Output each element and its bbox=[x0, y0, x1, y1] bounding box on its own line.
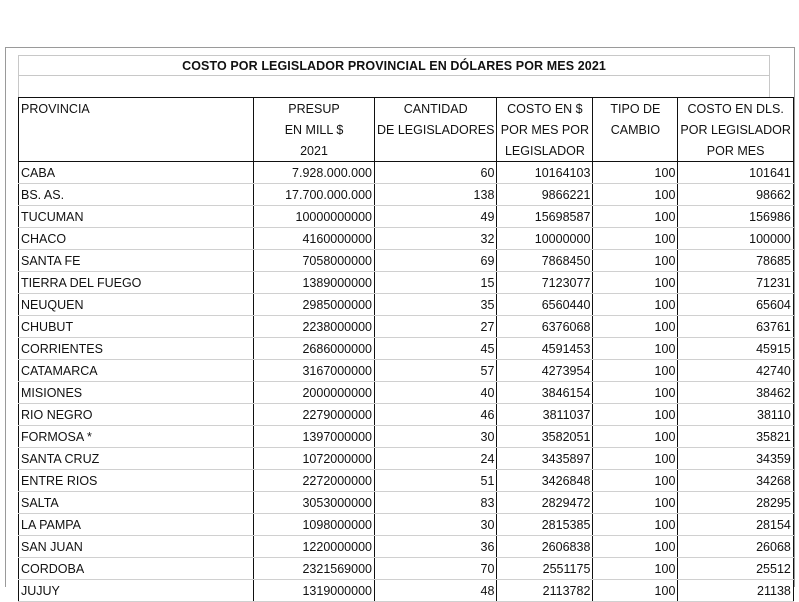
cell-presup: 1319000000 bbox=[254, 580, 375, 602]
header-provincia bbox=[19, 119, 254, 140]
cell-costo-pesos: 10000000 bbox=[497, 228, 593, 250]
cell-tipo-cambio: 100 bbox=[593, 360, 678, 382]
cell-costo-dls: 100000 bbox=[678, 228, 793, 250]
header-presup: EN MILL $ bbox=[254, 119, 375, 140]
cell-provincia: TUCUMAN bbox=[19, 206, 254, 228]
header-costo-pesos: COSTO EN $ bbox=[497, 98, 593, 120]
cell-cantidad: 27 bbox=[375, 316, 497, 338]
table-row bbox=[19, 316, 794, 338]
cell-provincia: SANTA CRUZ bbox=[19, 448, 254, 470]
table-row bbox=[19, 404, 794, 426]
table-row bbox=[19, 492, 794, 514]
header-costo-dls: POR MES bbox=[678, 140, 793, 162]
cell-costo-dls: 35821 bbox=[678, 426, 793, 448]
cell-provincia: CHACO bbox=[19, 228, 254, 250]
cell-tipo-cambio: 100 bbox=[593, 338, 678, 360]
cell-costo-pesos: 2606838 bbox=[497, 536, 593, 558]
cell-tipo-cambio: 100 bbox=[593, 404, 678, 426]
cell-provincia: CABA bbox=[19, 162, 254, 184]
cell-costo-pesos: 4591453 bbox=[497, 338, 593, 360]
cell-provincia: CORDOBA bbox=[19, 558, 254, 580]
cell-costo-dls: 101641 bbox=[678, 162, 793, 184]
cell-presup: 3053000000 bbox=[254, 492, 375, 514]
cell-tipo-cambio: 100 bbox=[593, 184, 678, 206]
cell-tipo-cambio: 100 bbox=[593, 470, 678, 492]
cell-cantidad: 57 bbox=[375, 360, 497, 382]
table-row bbox=[19, 184, 794, 206]
cell-presup: 1072000000 bbox=[254, 448, 375, 470]
cell-tipo-cambio: 100 bbox=[593, 514, 678, 536]
cell-costo-pesos: 10164103 bbox=[497, 162, 593, 184]
cell-costo-dls: 156986 bbox=[678, 206, 793, 228]
table-row bbox=[19, 360, 794, 382]
cell-tipo-cambio: 100 bbox=[593, 272, 678, 294]
cell-tipo-cambio: 100 bbox=[593, 492, 678, 514]
table-row bbox=[19, 580, 794, 602]
spacer-row bbox=[18, 76, 770, 97]
cell-costo-pesos: 3426848 bbox=[497, 470, 593, 492]
header-tipo-cambio: CAMBIO bbox=[593, 119, 678, 140]
table-row bbox=[19, 228, 794, 250]
cell-provincia: CATAMARCA bbox=[19, 360, 254, 382]
cell-presup: 1098000000 bbox=[254, 514, 375, 536]
header-costo-dls: COSTO EN DLS. bbox=[678, 98, 793, 120]
cell-costo-dls: 38462 bbox=[678, 382, 793, 404]
cell-tipo-cambio: 100 bbox=[593, 250, 678, 272]
cell-tipo-cambio: 100 bbox=[593, 558, 678, 580]
cell-provincia: CORRIENTES bbox=[19, 338, 254, 360]
cell-costo-dls: 28154 bbox=[678, 514, 793, 536]
cell-provincia: SALTA bbox=[19, 492, 254, 514]
cell-provincia: JUJUY bbox=[19, 580, 254, 602]
cell-presup: 2000000000 bbox=[254, 382, 375, 404]
cell-costo-dls: 71231 bbox=[678, 272, 793, 294]
cell-costo-dls: 45915 bbox=[678, 338, 793, 360]
cell-cantidad: 46 bbox=[375, 404, 497, 426]
table-row bbox=[19, 426, 794, 448]
cell-costo-pesos: 2829472 bbox=[497, 492, 593, 514]
header-provincia bbox=[19, 140, 254, 162]
cell-cantidad: 60 bbox=[375, 162, 497, 184]
cell-cantidad: 24 bbox=[375, 448, 497, 470]
cell-presup: 2238000000 bbox=[254, 316, 375, 338]
cell-provincia: SAN JUAN bbox=[19, 536, 254, 558]
cell-costo-dls: 34359 bbox=[678, 448, 793, 470]
header-tipo-cambio: TIPO DE bbox=[593, 98, 678, 120]
cell-costo-dls: 98662 bbox=[678, 184, 793, 206]
cell-presup: 7.928.000.000 bbox=[254, 162, 375, 184]
cell-cantidad: 15 bbox=[375, 272, 497, 294]
cell-costo-pesos: 3811037 bbox=[497, 404, 593, 426]
cell-costo-pesos: 3846154 bbox=[497, 382, 593, 404]
table-row bbox=[19, 470, 794, 492]
cell-tipo-cambio: 100 bbox=[593, 426, 678, 448]
table-row bbox=[19, 382, 794, 404]
cell-cantidad: 83 bbox=[375, 492, 497, 514]
cell-provincia: LA PAMPA bbox=[19, 514, 254, 536]
cell-costo-dls: 78685 bbox=[678, 250, 793, 272]
cell-costo-pesos: 7123077 bbox=[497, 272, 593, 294]
cell-costo-dls: 42740 bbox=[678, 360, 793, 382]
header-presup: PRESUP bbox=[254, 98, 375, 120]
cell-tipo-cambio: 100 bbox=[593, 580, 678, 602]
table-row bbox=[19, 514, 794, 536]
cell-presup: 1397000000 bbox=[254, 426, 375, 448]
cell-costo-pesos: 7868450 bbox=[497, 250, 593, 272]
cell-costo-pesos: 2551175 bbox=[497, 558, 593, 580]
cell-provincia: FORMOSA * bbox=[19, 426, 254, 448]
cell-presup: 2279000000 bbox=[254, 404, 375, 426]
cell-tipo-cambio: 100 bbox=[593, 294, 678, 316]
cell-provincia: BS. AS. bbox=[19, 184, 254, 206]
cell-cantidad: 35 bbox=[375, 294, 497, 316]
cell-presup: 3167000000 bbox=[254, 360, 375, 382]
cell-costo-dls: 28295 bbox=[678, 492, 793, 514]
cell-presup: 2686000000 bbox=[254, 338, 375, 360]
cell-costo-pesos: 6560440 bbox=[497, 294, 593, 316]
table-row bbox=[19, 250, 794, 272]
table-row bbox=[19, 536, 794, 558]
table-row bbox=[19, 206, 794, 228]
cell-provincia: CHUBUT bbox=[19, 316, 254, 338]
cell-tipo-cambio: 100 bbox=[593, 162, 678, 184]
header-cantidad: DE LEGISLADORES bbox=[375, 119, 497, 140]
cell-presup: 10000000000 bbox=[254, 206, 375, 228]
table-row bbox=[19, 338, 794, 360]
cell-costo-pesos: 2113782 bbox=[497, 580, 593, 602]
cell-cantidad: 45 bbox=[375, 338, 497, 360]
cell-cantidad: 49 bbox=[375, 206, 497, 228]
cell-costo-pesos: 6376068 bbox=[497, 316, 593, 338]
cell-costo-pesos: 2815385 bbox=[497, 514, 593, 536]
table-row bbox=[19, 558, 794, 580]
cell-provincia: MISIONES bbox=[19, 382, 254, 404]
cell-tipo-cambio: 100 bbox=[593, 382, 678, 404]
cell-provincia: TIERRA DEL FUEGO bbox=[19, 272, 254, 294]
table-body bbox=[19, 162, 794, 602]
header-costo-dls: POR LEGISLADOR bbox=[678, 119, 793, 140]
cell-provincia: SANTA FE bbox=[19, 250, 254, 272]
cell-cantidad: 69 bbox=[375, 250, 497, 272]
cell-costo-pesos: 4273954 bbox=[497, 360, 593, 382]
cell-cantidad: 32 bbox=[375, 228, 497, 250]
cell-costo-dls: 38110 bbox=[678, 404, 793, 426]
header-costo-pesos: LEGISLADOR bbox=[497, 140, 593, 162]
header-tipo-cambio bbox=[593, 140, 678, 162]
header-presup: 2021 bbox=[254, 140, 375, 162]
cell-cantidad: 48 bbox=[375, 580, 497, 602]
cell-presup: 2985000000 bbox=[254, 294, 375, 316]
cost-table bbox=[18, 97, 794, 602]
cell-cantidad: 30 bbox=[375, 514, 497, 536]
cell-cantidad: 138 bbox=[375, 184, 497, 206]
cell-presup: 4160000000 bbox=[254, 228, 375, 250]
cell-cantidad: 40 bbox=[375, 382, 497, 404]
header-provincia: PROVINCIA bbox=[19, 98, 254, 120]
cell-costo-pesos: 15698587 bbox=[497, 206, 593, 228]
cell-costo-dls: 34268 bbox=[678, 470, 793, 492]
cell-cantidad: 70 bbox=[375, 558, 497, 580]
cell-cantidad: 30 bbox=[375, 426, 497, 448]
cell-costo-dls: 65604 bbox=[678, 294, 793, 316]
header-costo-pesos: POR MES POR bbox=[497, 119, 593, 140]
header-cantidad bbox=[375, 140, 497, 162]
header-cantidad: CANTIDAD bbox=[375, 98, 497, 120]
cell-provincia: ENTRE RIOS bbox=[19, 470, 254, 492]
table-row bbox=[19, 448, 794, 470]
cell-provincia: RIO NEGRO bbox=[19, 404, 254, 426]
cell-costo-pesos: 3435897 bbox=[497, 448, 593, 470]
cell-costo-pesos: 9866221 bbox=[497, 184, 593, 206]
cell-costo-dls: 25512 bbox=[678, 558, 793, 580]
cell-tipo-cambio: 100 bbox=[593, 316, 678, 338]
cell-provincia: NEUQUEN bbox=[19, 294, 254, 316]
cell-costo-pesos: 3582051 bbox=[497, 426, 593, 448]
cell-tipo-cambio: 100 bbox=[593, 206, 678, 228]
table-row bbox=[19, 294, 794, 316]
cell-costo-dls: 63761 bbox=[678, 316, 793, 338]
cell-cantidad: 51 bbox=[375, 470, 497, 492]
table-row bbox=[19, 272, 794, 294]
cell-presup: 1389000000 bbox=[254, 272, 375, 294]
cell-tipo-cambio: 100 bbox=[593, 228, 678, 250]
cell-presup: 17.700.000.000 bbox=[254, 184, 375, 206]
cell-costo-dls: 26068 bbox=[678, 536, 793, 558]
table-title: COSTO POR LEGISLADOR PROVINCIAL EN DÓLARES POR MES 2021 bbox=[18, 55, 770, 76]
cell-tipo-cambio: 100 bbox=[593, 536, 678, 558]
cell-presup: 7058000000 bbox=[254, 250, 375, 272]
cell-presup: 1220000000 bbox=[254, 536, 375, 558]
cell-presup: 2272000000 bbox=[254, 470, 375, 492]
cell-costo-dls: 21138 bbox=[678, 580, 793, 602]
cell-cantidad: 36 bbox=[375, 536, 497, 558]
table-header bbox=[19, 98, 794, 162]
cell-tipo-cambio: 100 bbox=[593, 448, 678, 470]
cell-presup: 2321569000 bbox=[254, 558, 375, 580]
table-row bbox=[19, 162, 794, 184]
